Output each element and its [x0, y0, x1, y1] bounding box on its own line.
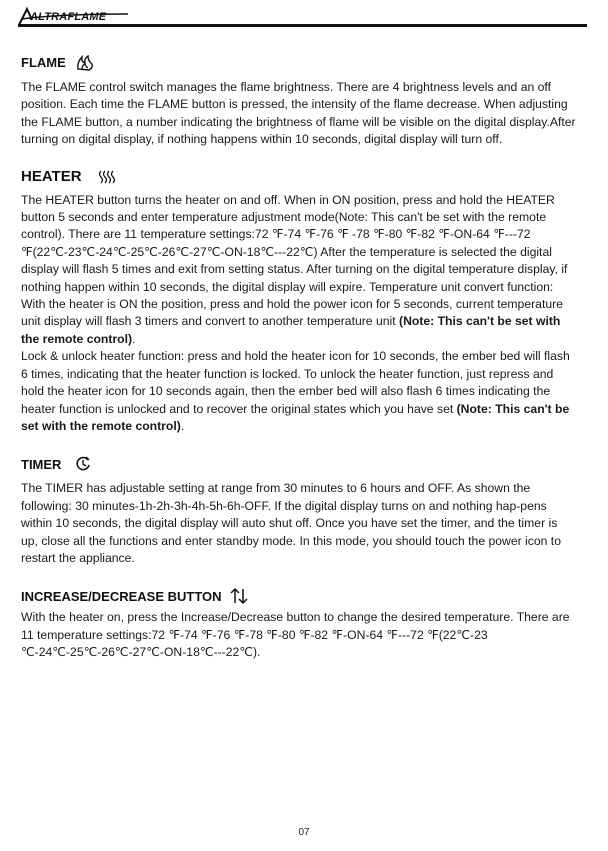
- brand-name: ALTRAFLAME: [30, 11, 107, 23]
- page-header: [18, 6, 587, 28]
- increase-decrease-section: [21, 585, 576, 661]
- heater-lock-description: [21, 348, 576, 435]
- up-down-arrows-icon: [230, 587, 248, 605]
- page-number: 07: [298, 827, 310, 838]
- heater-note-1: (Note: This can't be set with the remote control): [21, 314, 561, 346]
- heater-title: HEATER: [21, 167, 82, 185]
- heater-text-2-end: .: [180, 418, 185, 433]
- manual-content: [21, 52, 576, 662]
- heater-note-2: (Note: This can't be set with the remote control): [21, 401, 570, 433]
- flame-title: FLAME: [21, 55, 66, 71]
- heater-heading: [21, 165, 576, 189]
- timer-title: TIMER: [21, 456, 62, 472]
- increase-decrease-heading: [21, 585, 576, 607]
- heater-text-2: Lock & unlock heater function: press and hold the heater icon for 10 seconds, the ember bed will flash 6 times, indicating that the heater function is locked. To unlock the heater function, just repress and hold the heater icon for 10 seconds again, then the ember bed will also flash 6 times indicating the heater function is unlocked and to recover the original states which you have set: [21, 349, 570, 416]
- increase-decrease-title: INCREASE/DECREASE BUTTON: [21, 588, 222, 604]
- heater-section: [21, 165, 576, 436]
- timer-icon: [75, 456, 91, 472]
- flame-icon: [76, 55, 94, 71]
- heater-text-1: The HEATER button turns the heater on and off. When in ON position, press and hold the HEATER button 5 seconds and enter temperature adjustment mode(Note: This can't be set with the remote control). There are 11 temperature settings:72 ℉-74 ℉-76 ℉ -78 ℉-80 ℉-82 ℉-ON-64 ℉---72 ℉(22℃-23℃-24℃-25℃-26℃-27℃-ON-18℃---22℃) After the temperature is selected the digital display will flash 5 times and exit from setting status. After turning on the digital temperature display, if nothing happen within 10 seconds, the digital display will expire. Temperature unit convert function: With the heater is ON the position, press and hold the power icon for 5 seconds, current temperature unit display will flash 3 timers and convert to another temperature unit: [21, 192, 568, 329]
- timer-description: The TIMER has adjustable setting at range from 30 minutes to 6 hours and OFF. As shown the following: 30 minutes-1h-2h-3h-4h-5h-6h-OFF. If the digital display turns on and nothing hap-pens within 10 seconds, the digital display will auto shut off. Once you have set the timer, and the timer is up, close all the functions and enter standby mode. In this mode, you should touch the power icon to restart the appliance.: [21, 481, 561, 565]
- heat-waves-icon: [98, 170, 116, 184]
- increase-decrease-description: With the heater on, press the Increase/Decrease button to change the desired temperature. There are 11 temperature settings:72 ℉-74 ℉-76 ℉-78 ℉-80 ℉-82 ℉-ON-64 ℉---72 ℉(22℃-23 ℃-24℃-25℃-26℃-27℃-ON-18℃---22℃).: [21, 610, 570, 660]
- heater-text-1-end: .: [132, 331, 136, 346]
- flame-heading: [21, 52, 576, 74]
- flame-section: [21, 52, 576, 149]
- timer-section: [21, 453, 576, 567]
- heater-description: [21, 192, 576, 349]
- header-rule: [18, 24, 587, 27]
- flame-description: The FLAME control switch manages the flame brightness. There are 4 brightness levels and an off position. Each time the FLAME button is pressed, the intensity of the flame decrease. When adjusting the FLAME button, a number indicating the brightness of flame will be visible on the digital display.After turning on digital display, if nothing happens within 10 seconds, digital display will turn off.: [21, 80, 576, 147]
- timer-heading: [21, 453, 576, 475]
